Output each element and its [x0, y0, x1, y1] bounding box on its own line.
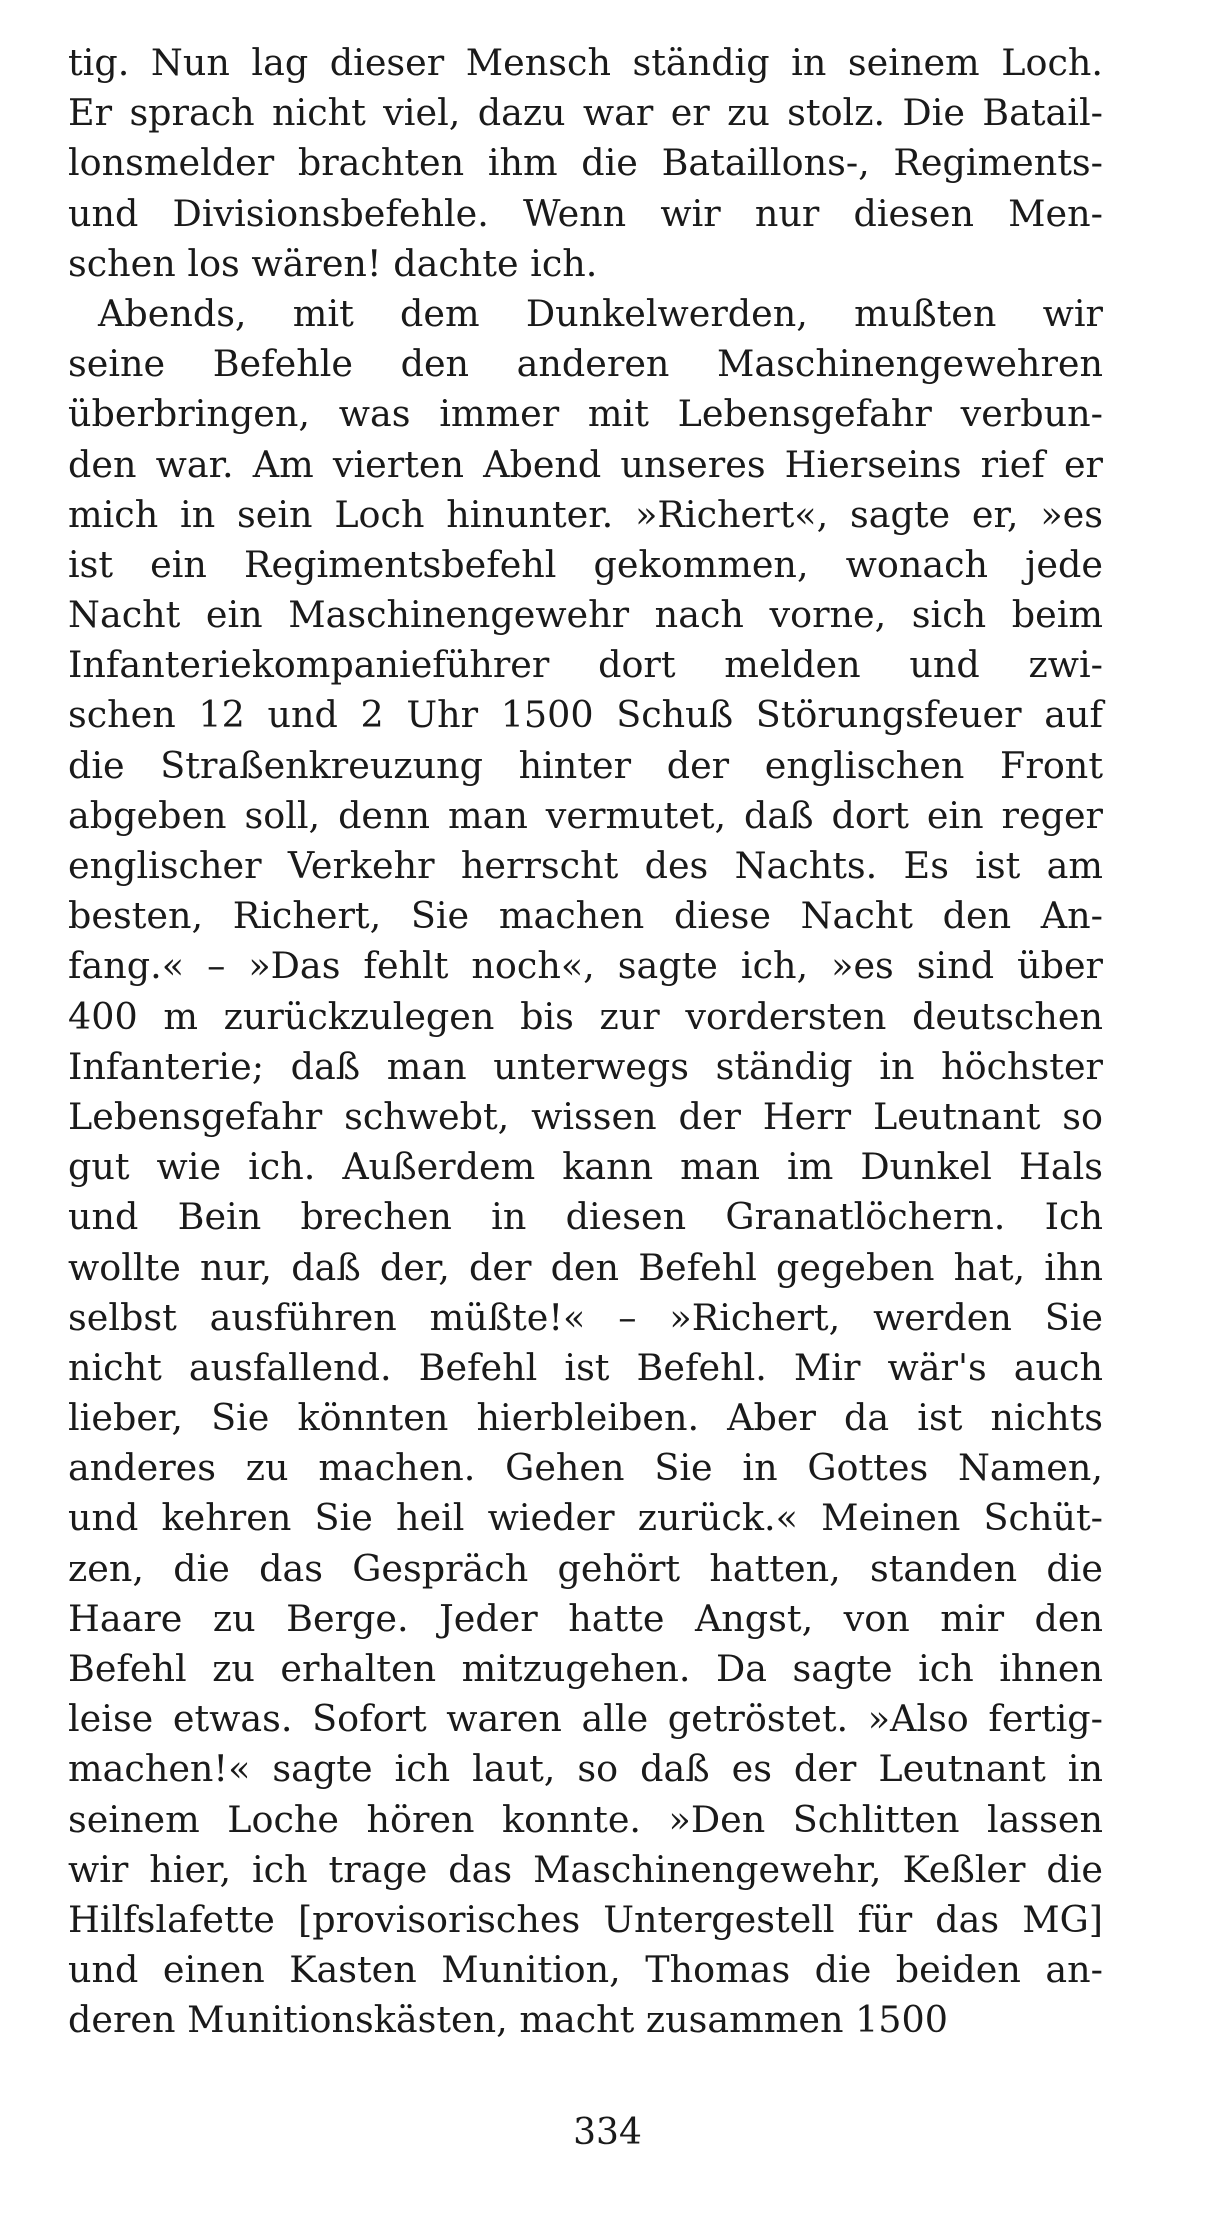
paragraph	[68, 289, 1103, 2046]
text-line: nicht ausfallend. Befehl ist Befehl. Mir wär's auch	[68, 1345, 1103, 1389]
text-line: schen 12 und 2 Uhr 1500 Schuß Störungsfeuer auf	[68, 693, 1103, 737]
text-line: gut wie ich. Außerdem kann man im Dunkel Hals	[68, 1145, 1103, 1189]
text-line: den war. Am vierten Abend unseres Hierseins rief er	[68, 442, 1103, 486]
text-line: besten, Richert, Sie machen diese Nacht den An-	[68, 894, 1103, 938]
text-line: 400 m zurückzulegen bis zur vordersten deutschen	[68, 994, 1103, 1038]
text-line: Befehl zu erhalten mitzugehen. Da sagte ich ihnen	[68, 1647, 1103, 1690]
text-line: wollte nur, daß der, der den Befehl gegeben hat, ihn	[68, 1245, 1103, 1289]
text-line: selbst ausführen müßte!« – »Richert, werden Sie	[68, 1295, 1103, 1339]
text-line: lieber, Sie könnten hierbleiben. Aber da ist nichts	[68, 1396, 1103, 1440]
text-line: Infanteriekompanieführer dort melden und zwi-	[68, 643, 1103, 687]
text-line: deren Munitionskästen, macht zusammen 1500	[68, 1998, 948, 2042]
text-line: überbringen, was immer mit Lebensgefahr verbun-	[68, 392, 1103, 436]
text-line: tig. Nun lag dieser Mensch ständig in seinem Loch.	[68, 41, 1103, 84]
text-line: machen!« sagte ich laut, so daß es der Leutnant in	[68, 1747, 1103, 1791]
text-line: fang.« – »Das fehlt noch«, sagte ich, »es sind über	[68, 944, 1103, 988]
text-line: Infanterie; daß man unterwegs ständig in höchster	[68, 1044, 1103, 1088]
text-line: ist ein Regimentsbefehl gekommen, wonach jede	[68, 542, 1103, 586]
paragraph	[68, 38, 1103, 289]
text-line: und kehren Sie heil wieder zurück.« Meinen Schüt-	[68, 1496, 1103, 1540]
text-line: anderes zu machen. Gehen Sie in Gottes Namen,	[68, 1446, 1103, 1490]
text-line: Haare zu Berge. Jeder hatte Angst, von mir den	[68, 1596, 1103, 1640]
text-line: wir hier, ich trage das Maschinengewehr, Keßler die	[68, 1847, 1103, 1891]
text-line: die Straßenkreuzung hinter der englischen Front	[68, 743, 1103, 787]
text-line: und Divisionsbefehle. Wenn wir nur diesen Men-	[68, 191, 1103, 235]
text-line: Er sprach nicht viel, dazu war er zu stolz. Die Batail-	[68, 91, 1103, 135]
text-line: Hilfslafette [provisorisches Untergestell für das MG]	[68, 1897, 1103, 1941]
text-line: mich in sein Loch hinunter. »Richert«, sagte er, »es	[68, 492, 1103, 536]
text-line: lonsmelder brachten ihm die Bataillons-, Regiments-	[68, 141, 1103, 185]
text-line: Lebensgefahr schwebt, wissen der Herr Leutnant so	[68, 1094, 1103, 1138]
text-line: englischer Verkehr herrscht des Nachts. Es ist am	[68, 844, 1103, 887]
page-number: 334	[573, 2112, 642, 2153]
text-line: Abends, mit dem Dunkelwerden, mußten wir	[98, 291, 1103, 335]
text-line: seine Befehle den anderen Maschinengewehren	[68, 342, 1103, 386]
text-line: zen, die das Gespräch gehört hatten, standen die	[68, 1546, 1103, 1590]
text-line: und Bein brechen in diesen Granatlöchern. Ich	[68, 1195, 1103, 1239]
text-line: leise etwas. Sofort waren alle getröstet. »Also fertig-	[68, 1697, 1103, 1741]
text-line: abgeben soll, denn man vermutet, daß dort ein reger	[68, 793, 1103, 837]
text-line: seinem Loche hören konnte. »Den Schlitten lassen	[68, 1797, 1103, 1841]
text-line: Nacht ein Maschinengewehr nach vorne, sich beim	[68, 593, 1103, 637]
text-line: und einen Kasten Munition, Thomas die beiden an-	[68, 1948, 1103, 1992]
body-text	[68, 38, 1103, 2046]
text-line: schen los wären! dachte ich.	[68, 241, 598, 285]
